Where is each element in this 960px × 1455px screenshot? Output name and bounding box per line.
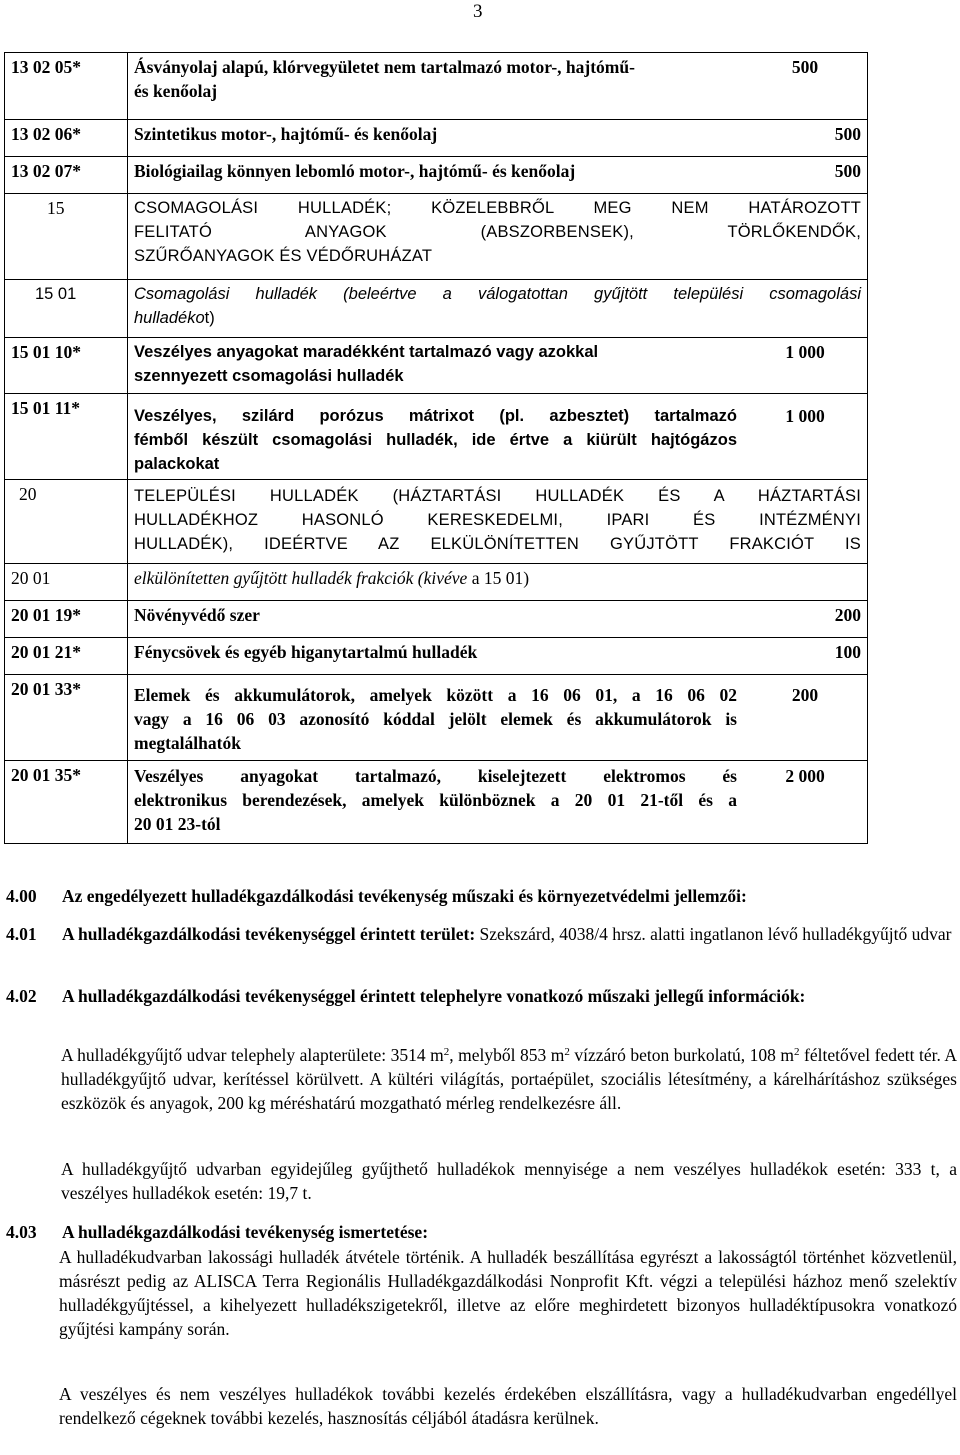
- section-heading: A hulladékgazdálkodási tevékenységgel érintett telephelyre vonatkozó műszaki jellegű információk:: [62, 986, 806, 1006]
- waste-amount: 500: [743, 120, 868, 157]
- paragraph-activity: A hulladékudvarban lakossági hulladék átvétele történik. A hulladék beszállítása egyrészt a lakosságtól történhet közvetlenül, másrészt pedig az ALISCA Terra Regionális Hulladékgazdálkodási Nonprofit Kft. végzi a települési házhoz menő szelektív hulladékgyűjtéssel, a kihelyezett hulladékszigetekről, illetve az előre meghirdetett bizonyos hulladéktípusokra vonatkozó gyűjtési kampány során.: [59, 1247, 957, 1339]
- waste-amount: 1 000: [743, 394, 868, 480]
- description-line: TELEPÜLÉSI HULLADÉK (HÁZTARTÁSI HULLADÉK ÉS A HÁZTARTÁSI: [134, 487, 861, 505]
- page-number: 3: [473, 1, 483, 22]
- waste-code: 13 02 05*: [5, 53, 128, 120]
- waste-code: 13 02 07*: [5, 157, 128, 194]
- waste-description: [128, 480, 868, 564]
- table-row: [5, 564, 868, 601]
- description-line: HULLADÉK), IDEÉRTVE AZ ELKÜLÖNÍTETTEN GYŰJTÖTT FRAKCIÓT IS: [134, 535, 861, 553]
- waste-code: 20 01 19*: [5, 601, 128, 638]
- waste-description: Növényvédő szer: [128, 601, 744, 638]
- waste-amount: 100: [743, 638, 868, 675]
- description-line: és kenőolaj: [134, 81, 218, 101]
- waste-code: 15: [5, 194, 128, 280]
- section-number: 4.00: [6, 886, 37, 906]
- waste-description: [128, 338, 744, 394]
- table-row: [5, 120, 868, 157]
- waste-description: Biológiailag könnyen lebomló motor-, hajtómű- és kenőolaj: [128, 157, 744, 194]
- table-row: [5, 761, 868, 844]
- section-heading: A hulladékgazdálkodási tevékenység ismertetése:: [62, 1222, 429, 1242]
- waste-description: [128, 675, 744, 761]
- description-line: vagy a 16 06 03 azonosító kóddal jelölt elemek és akkumulátorok is: [134, 709, 737, 729]
- waste-code-table: [4, 52, 868, 844]
- section-body: [62, 922, 956, 946]
- waste-code: 15 01 11*: [5, 394, 128, 480]
- table-row: [5, 53, 868, 120]
- table-row: [5, 280, 868, 338]
- waste-code: 20 01 33*: [5, 675, 128, 761]
- table-row: [5, 194, 868, 280]
- description-line: CSOMAGOLÁSI HULLADÉK; KÖZELEBBRŐL MEG NEM HATÁROZOTT: [134, 199, 861, 217]
- waste-code: 13 02 06*: [5, 120, 128, 157]
- description-line: FELITATÓ ANYAGOK (ABSZORBENSEK), TÖRLŐKENDŐK,: [134, 223, 861, 241]
- waste-description: Fénycsövek és egyéb higanytartalmú hulladék: [128, 638, 744, 675]
- description-line: palackokat: [134, 455, 220, 473]
- waste-code: 15 01: [5, 280, 128, 338]
- section-4-01: [6, 922, 956, 946]
- waste-code: 20 01 35*: [5, 761, 128, 844]
- paragraph-capacity: A hulladékgyűjtő udvarban egyidejűleg gyűjthető hulladékok mennyisége a nem veszélyes hulladékok esetén: 333 t, a veszélyes hulladékok esetén: 19,7 t.: [61, 1159, 957, 1203]
- table-row: [5, 157, 868, 194]
- description-line: megtalálhatók: [134, 733, 241, 753]
- description-line: elektronikus berendezések, amelyek különböznek a 20 01 21-től és a: [134, 790, 737, 810]
- waste-description: [128, 53, 744, 120]
- table-row: [5, 638, 868, 675]
- waste-code: 20 01: [5, 564, 128, 601]
- section-4-00: [6, 884, 956, 908]
- description-line: Veszélyes, szilárd porózus mátrixot (pl. azbesztet) tartalmazó: [134, 407, 737, 425]
- description-line: hulladékot): [134, 309, 215, 327]
- table-row: [5, 675, 868, 761]
- description-line: 20 01 23-tól: [134, 814, 221, 834]
- section-number: 4.03: [6, 1222, 37, 1242]
- waste-description: [128, 761, 744, 844]
- waste-description: [128, 394, 744, 480]
- waste-amount: 500: [743, 53, 868, 120]
- section-heading: A hulladékgazdálkodási tevékenységgel érintett terület:: [62, 924, 476, 944]
- waste-code: 15 01 10*: [5, 338, 128, 394]
- description-line: Elemek és akkumulátorok, amelyek között a 16 06 01, a 16 06 02: [134, 685, 737, 705]
- description-line: SZŰRŐANYAGOK ÉS VÉDŐRUHÁZAT: [134, 247, 433, 265]
- paragraph-site-area: A hulladékgyűjtő udvar telephely alapterülete: 3514 $m^2$, melyből 853 $m^2$ vízzáró beton burkolatú, 108 $m^2$ féltetővel fedett tér. A hulladékgyűjtő udvar, kerítéssel körülvett. A kültéri világítás, portaépület, szociális létesítmény, a kárelhárításhoz szükséges eszközök és anyagok, 200 kg méréshatárú mozgatható mérleg rendelkezésre áll.: [61, 1045, 958, 1113]
- section-number: 4.02: [6, 986, 37, 1006]
- waste-code: 20 01 21*: [5, 638, 128, 675]
- table-row: [5, 394, 868, 480]
- waste-description: Szintetikus motor-, hajtómű- és kenőolaj: [128, 120, 744, 157]
- description-line: Ásványolaj alapú, klórvegyületet nem tartalmazó motor-, hajtómű-: [134, 57, 635, 77]
- description-line: fémből készült csomagolási hulladék, ide értve a kiürült hajtógázos: [134, 431, 737, 449]
- description-line: Csomagolási hulladék (beleértve a válogatottan gyűjtött települési csomagolási: [134, 285, 861, 303]
- section-4-02: [6, 984, 956, 1008]
- description-line: HULLADÉKHOZ HASONLÓ KERESKEDELMI, IPARI ÉS INTÉZMÉNYI: [134, 511, 861, 529]
- waste-amount: 200: [743, 675, 868, 761]
- waste-amount: 500: [743, 157, 868, 194]
- section-4-03: [6, 1220, 956, 1244]
- waste-description: [128, 194, 868, 280]
- waste-code: 20: [5, 480, 128, 564]
- waste-description: [128, 280, 868, 338]
- section-heading: Az engedélyezett hulladékgazdálkodási tevékenység műszaki és környezetvédelmi jellemzői:: [62, 886, 747, 906]
- description-line: Veszélyes anyagokat tartalmazó, kiselejtezett elektromos és: [134, 766, 737, 786]
- paragraph-transport: A veszélyes és nem veszélyes hulladékok további kezelés érdekében elszállításra, vagy a hulladékudvarban engedéllyel rendelkező cégeknek további kezelés, hasznosítás céljából átadásra kerülnek.: [59, 1384, 957, 1428]
- section-number: 4.01: [6, 924, 37, 944]
- waste-description: elkülönítetten gyűjtött hulladék frakciók (kivéve a 15 01): [128, 564, 868, 601]
- table-row: [5, 601, 868, 638]
- table-row: [5, 480, 868, 564]
- description-line: szennyezett csomagolási hulladék: [134, 367, 404, 385]
- description-line: Veszélyes anyagokat maradékként tartalmazó vagy azokkal: [134, 343, 599, 361]
- table-row: [5, 338, 868, 394]
- section-text: Szekszárd, 4038/4 hrsz. alatti ingatlanon lévő hulladékgyűjtő udvar: [475, 924, 952, 944]
- waste-amount: 200: [743, 601, 868, 638]
- waste-amount: 2 000: [743, 761, 868, 844]
- waste-amount: 1 000: [743, 338, 868, 394]
